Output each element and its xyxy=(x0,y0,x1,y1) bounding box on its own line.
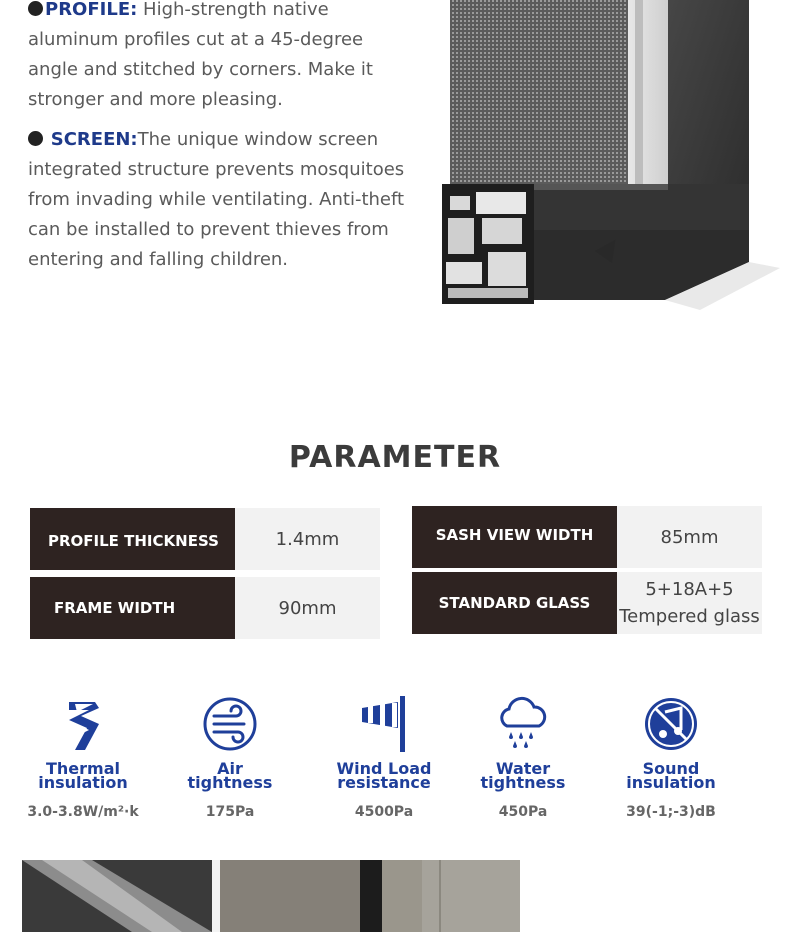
perf-name-line: insulation xyxy=(38,773,128,792)
perf-sound xyxy=(596,694,746,820)
perf-name-line: tightness xyxy=(480,773,566,792)
perf-value: 4500Pa xyxy=(354,804,414,820)
perf-thermal xyxy=(8,694,158,820)
perf-name-line: tightness xyxy=(187,773,273,792)
perf-name xyxy=(8,759,158,792)
water-tightness-icon xyxy=(493,694,553,754)
perf-value: 450Pa xyxy=(498,804,548,820)
perf-name xyxy=(155,759,305,792)
param-value xyxy=(617,572,762,634)
feature-separator: : xyxy=(130,0,138,20)
perf-name-line: insulation xyxy=(626,773,716,792)
thermal-insulation-icon xyxy=(55,694,111,754)
perf-wind xyxy=(309,694,459,820)
param-row-standard-glass xyxy=(412,572,762,634)
param-row-frame-width xyxy=(30,577,380,639)
bullet-icon xyxy=(28,131,43,146)
bullet-icon xyxy=(28,1,43,16)
perf-name-line: Water xyxy=(495,759,551,778)
sound-insulation-icon xyxy=(641,694,701,754)
feature-profile xyxy=(28,0,418,115)
feature-screen xyxy=(28,125,418,275)
feature-keyword: PROFILE xyxy=(45,0,131,20)
param-value: 90mm xyxy=(235,577,380,639)
perf-name-line: Thermal xyxy=(46,759,120,778)
perf-name xyxy=(448,759,598,792)
param-value: 85mm xyxy=(617,506,762,568)
param-label: FRAME WIDTH xyxy=(30,577,235,639)
perf-name-line: resistance xyxy=(337,773,431,792)
wind-load-icon xyxy=(354,694,414,754)
perf-name xyxy=(596,759,746,792)
param-label: STANDARD GLASS xyxy=(412,572,617,634)
perf-name-line: Sound xyxy=(642,759,700,778)
watermark: ▲ xyxy=(592,226,630,267)
perf-value: 39(-1;-3)dB xyxy=(626,804,716,820)
window-corner-image xyxy=(440,0,790,320)
feature-keyword: SCREEN: xyxy=(50,129,138,150)
perf-name xyxy=(309,759,459,792)
feature-text: The unique window screen integrated structure prevents mosquitoes from invading while ventilating. Anti-theft can be installed to prevent thieves from entering and falling children. xyxy=(28,129,405,270)
param-row-sash-view-width xyxy=(412,506,762,568)
param-row-profile-thickness xyxy=(30,508,380,570)
param-label: PROFILE THICKNESS xyxy=(30,508,235,570)
perf-name-line: Wind Load xyxy=(336,759,432,778)
param-label: SASH VIEW WIDTH xyxy=(412,506,617,568)
bottom-window-photo xyxy=(22,860,520,932)
features-text xyxy=(28,0,418,285)
feature-text: High-strength native aluminum profiles cut at a 45-degree angle and stitched by corners. Make it stronger and more pleasing. xyxy=(28,0,373,110)
perf-value: 3.0-3.8W/m²·k xyxy=(27,804,139,820)
perf-air xyxy=(155,694,305,820)
param-value-line: Tempered glass xyxy=(619,606,760,627)
perf-value: 175Pa xyxy=(205,804,255,820)
parameter-title: PARAMETER xyxy=(288,440,502,475)
perf-name-line: Air xyxy=(217,759,243,778)
perf-water xyxy=(448,694,598,820)
param-value: 1.4mm xyxy=(235,508,380,570)
air-tightness-icon xyxy=(200,694,260,754)
param-value-line: 5+18A+5 xyxy=(645,579,734,600)
